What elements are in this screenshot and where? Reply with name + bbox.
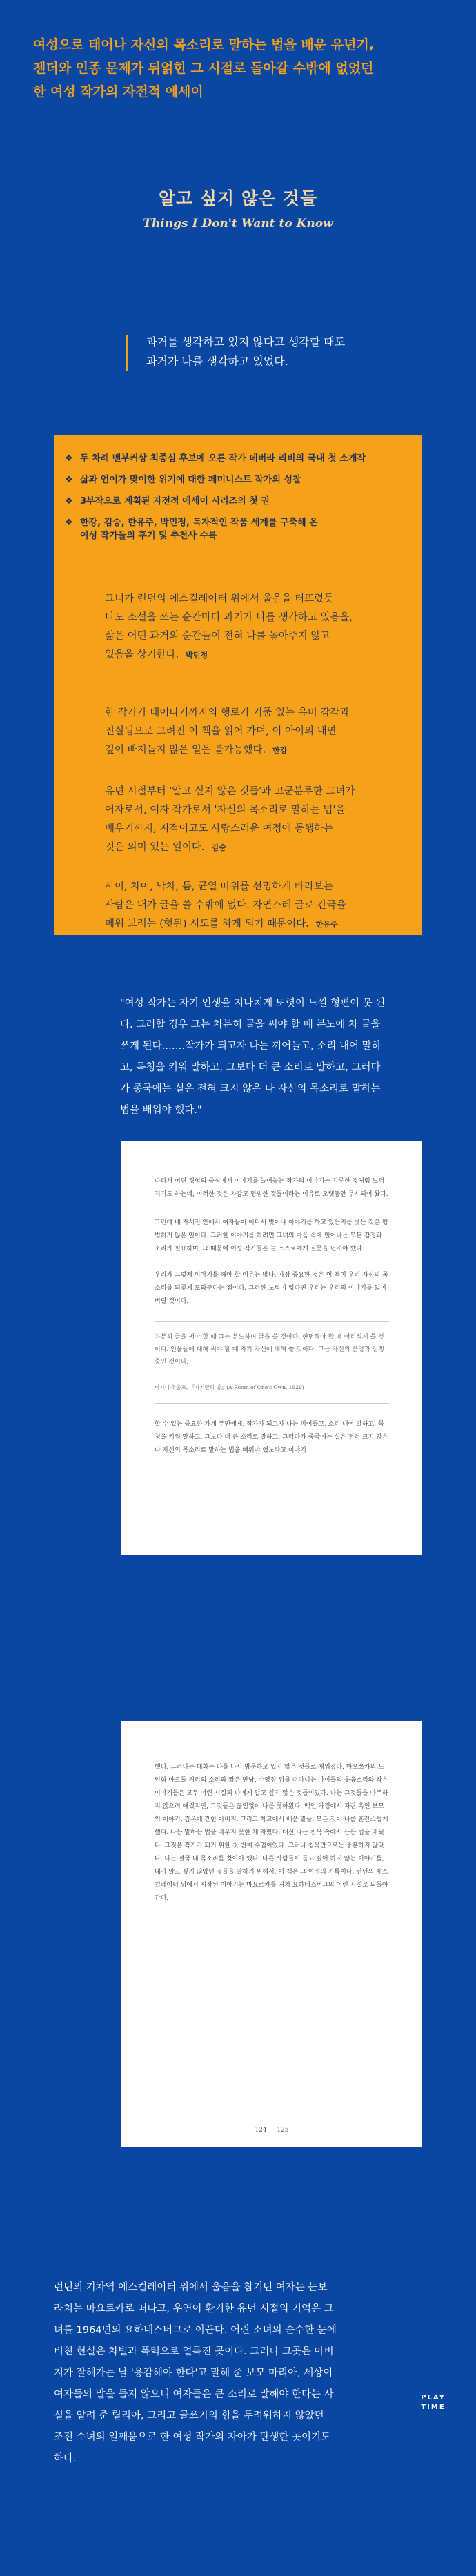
pull-quote-line: 과거가 나를 생각하고 있었다. <box>146 355 288 368</box>
review-line: 진실됨으로 그려진 이 책을 읽어 가며, 이 아이의 내면 <box>105 726 337 737</box>
diamond-bullet-icon: ❖ <box>65 518 73 528</box>
divider <box>155 1403 389 1404</box>
feature-item <box>65 516 410 542</box>
review <box>105 878 403 934</box>
logo-line: TIME <box>421 2403 446 2411</box>
pull-quote-line: 과거를 생각하고 있지 않다고 생각할 때도 <box>146 335 346 348</box>
synopsis-line: 라치는 마요르카로 떠나고, 우연이 환기한 유년 시절의 기억은 그 <box>54 2303 334 2314</box>
review <box>105 704 403 760</box>
review-line: 나도 소설을 쓰는 순간마다 과거가 나를 생각하고 있음을, <box>105 612 353 623</box>
feature-text: 한강, 김승, 한유주, 박민정, 독자적인 작품 세계를 구축해 온 <box>80 518 318 528</box>
page-text: 했다. 그러나는 대화는 다를 다시 방문하고 있지 않은 것들로 채워졌다. 마오쯔카의 노인화 마크들 거리의 소리와 짧은 만남, 수영장 위를 떠다니는 아이들의 웃음소리와 작은 이야기들은 모두 어린 시절의 나에게 알고 싶지 않은 것들이었다. 나는 그것들을 마주하지 않으려 애썼지만, 그것들은 끊임없이 나를 찾아왔다. 백인 가정에서 자란 흑인 보모의 이야기, 감옥에 갇힌 아버지, 그리고 학교에서 배운 말들. 모든 것이 나를 혼란스럽게 했다. 나는 말하는 법을 배우지 못한 채 자랐다. 대신 나는 침묵 속에서 듣는 법을 배웠다. 그것은 작가가 되기 위한 첫 번째 수업이었다. 그러나 침묵만으로는 충분하지 않았다. 나는 결국 내 목소리를 찾아야 했다. 다른 사람들이 듣고 싶어 하지 않는 이야기를, 내가 알고 싶지 않았던 것들을 말하기 위해서. 이 책은 그 여정의 기록이다. 런던의 에스컬레이터 위에서 시작된 이야기는 마요르카를 거쳐 요하네스버그의 어린 시절로 되돌아간다. <box>155 1764 388 1902</box>
synopsis-line: 런던의 기차역 에스컬레이터 위에서 울음을 참기던 여자는 눈보 <box>54 2282 328 2293</box>
review-line: 그녀가 런던의 에스컬레이터 위에서 울음을 터뜨렸듯 <box>105 593 334 604</box>
review-author: 김숨 <box>211 843 226 852</box>
synopsis-line: 하다. <box>54 2453 77 2464</box>
book-title-english: Things I Don't Want to Know <box>143 217 333 230</box>
review-line: 사람은 내가 글을 쓸 수밖에 없다. 자연스레 글로 간극을 <box>105 900 346 911</box>
review-line: 메워 보려는 (헛된) 시도를 하게 되기 때문이다. <box>105 918 309 930</box>
feature-list <box>65 452 410 551</box>
feature-text: 3부작으로 계획된 자전적 에세이 시리즈의 첫 권 <box>80 496 270 507</box>
features-reviews-panel <box>54 435 422 935</box>
excerpt-line: 법을 배워야 했다." <box>120 1105 202 1116</box>
synopsis-line: 비친 현실은 차별과 폭력으로 얼룩진 곳이다. 그러나 그곳은 아버 <box>54 2346 334 2357</box>
review-line: 깊이 빠져들지 않은 일은 불가능했다. <box>105 745 266 756</box>
page-number: 124 — 125 <box>255 2127 289 2134</box>
review-line: 한 작가가 태어나기까지의 행로가 기품 있는 유머 감각과 <box>105 707 350 718</box>
review-line: 것은 의미 있는 일이다. <box>105 842 205 853</box>
page-citation-source: 버지니아 울프, 『자기만의 방』(A Room of One's Own, 1929) <box>155 1384 304 1390</box>
page-text: 우리가 그렇게 이야기를 해야 할 이유는 많다. 가장 중요한 것은 이 책이 우리 자신의 목소리를 되찾게 도와준다는 점이다. 그러한 노력이 없다면 우리는 우리의 이야기를 잃어버릴 것이다. <box>155 1272 388 1305</box>
review-author: 박민정 <box>186 651 208 660</box>
synopsis-line: 조전 수녀의 일깨움으로 한 여성 작가의 자아가 탄생한 곳이기도 <box>54 2432 331 2443</box>
logo-line: PLAY <box>421 2394 446 2401</box>
feature-text: 삶과 언어가 맞이한 위기에 대한 페미니스트 작가의 성찰 <box>80 475 301 485</box>
book-title-korean: 알고 싶지 않은 것들 <box>158 188 318 208</box>
review-line: 어자로서, 여자 작가로서 '자신의 목소리로 말하는 법'을 <box>105 805 346 816</box>
synopsis-line: 지가 잘해가는 날 '용감해야 한다'고 말해 준 보모 마리아, 세상이 <box>54 2368 333 2379</box>
synopsis-line: 녀를 1964년의 요하네스버그로 이끈다. 어린 소녀의 순수한 눈에 <box>54 2325 337 2336</box>
excerpt-line: 쓰게 된다.……작가가 되고자 나는 끼어들고, 소리 내어 말하 <box>120 1041 381 1052</box>
synopsis-line: 여자들의 말을 들지 않으니 여자들은 큰 소리로 말해야 한다는 사 <box>54 2389 334 2400</box>
review-line: 유년 시절부터 '알고 싶지 않은 것들'과 고군분투한 그녀가 <box>105 786 355 797</box>
review-line: 사이, 차이, 낙차, 틈, 균열 따위를 선명하게 바라보는 <box>105 881 333 892</box>
intro-tagline <box>33 33 447 104</box>
excerpt-line: 다. 그러할 경우 그는 차분히 글을 써야 할 때 분노에 차 글을 <box>120 1019 381 1030</box>
review-author: 한유주 <box>315 920 338 929</box>
intro-line: 한 여성 작가의 자전적 에세이 <box>33 84 204 99</box>
diamond-bullet-icon: ❖ <box>65 496 73 507</box>
book-page-sample-right <box>121 1721 422 2147</box>
intro-line: 여성으로 태어나 자신의 목소리로 말하는 법을 배운 유년기, <box>33 37 375 52</box>
feature-item <box>65 473 410 486</box>
feature-item <box>65 495 410 508</box>
feature-item <box>65 452 410 465</box>
page-text: 할 수 있는 중요한 가계 주민에게, 작가가 되고자 나는 끼어들고, 소리 내어 말하고, 목청을 키워 말하고, 그보다 더 큰 소리로 말하고, 그러다가 종국에는 실은 전혀 크지 않은 나 자신의 목소리로 말하는 법을 배워야 했노라고 이야기 <box>155 1421 388 1454</box>
pull-quote <box>146 333 450 371</box>
review-line: 있음을 상기한다. <box>105 649 179 660</box>
excerpt-line: 고, 목청을 키워 말하고, 그보다 더 큰 소리로 말하고, 그러다 <box>120 1062 381 1073</box>
quote-bar <box>126 335 128 371</box>
page-text: 그런데 내 자서전 안에서 여자들이 어디서 벗어나 이야기를 하고 있는지를 찾는 것은 평범하지 않은 일이다. 그러한 이야기를 하려면 그녀의 마음 속에 일어나는 모든 감정과 소리가 필요하며, 그 때문에 여성 작가들은 늘 스스로에게 질문을 던져야 했다. <box>155 1219 388 1252</box>
excerpt-line: "여성 작가는 자기 인생을 지나치게 또렷이 느낄 형편이 못 된 <box>120 998 386 1009</box>
review <box>105 783 403 857</box>
intro-line: 젠더와 인종 문제가 뒤얽힌 그 시절로 돌아갈 수밖에 없었던 <box>33 61 374 76</box>
review-line: 삶은 어떤 과거의 순간들이 전혀 나를 놓아주지 않고 <box>105 631 330 642</box>
divider <box>155 1321 389 1322</box>
diamond-bullet-icon: ❖ <box>65 475 73 485</box>
synopsis-line: 실을 알려 준 릴리아, 그리고 글쓰기의 힘을 두려워하지 않았던 <box>54 2410 324 2421</box>
feature-text: 여성 작가들의 후기 및 추천사 수록 <box>80 531 217 541</box>
feature-text: 두 차례 맨부커상 최종심 후보에 오른 작가 데버라 리비의 국내 첫 소개작 <box>80 453 366 464</box>
book-page-sample-left <box>121 1141 422 1555</box>
page-text: 따라서 어딘 경험의 중심에서 이야기를 늘어놓는 작가의 이야기는 지루한 것처럼 느껴지기도 하는데, 이러한 것은 차갑고 평범한 것들이라는 이유로 오랫동안 무시되어 왔다. <box>155 1178 388 1198</box>
review-author: 한강 <box>272 746 288 755</box>
review <box>105 590 403 665</box>
review-line: 배우기까지, 지적이고도 사랑스러운 여정에 동행하는 <box>105 823 334 834</box>
diamond-bullet-icon: ❖ <box>65 453 73 464</box>
excerpt-quote <box>120 993 430 1121</box>
publisher-logo <box>419 2393 447 2412</box>
excerpt-line: 가 종국에는 실은 전혀 크지 않은 나 자신의 목소리로 말하는 <box>120 1083 381 1094</box>
synopsis <box>54 2277 422 2470</box>
page-citation: 차분히 글을 써야 할 때 그는 분노하며 글을 쓸 것이다. 현명해야 할 때 어리석게 쓸 것이다. 인물들에 대해 써야 할 때 자기 자신에 대해 쓸 것이다. 그는 자신의 운명과 전쟁 중인 것이다. <box>155 1334 384 1366</box>
